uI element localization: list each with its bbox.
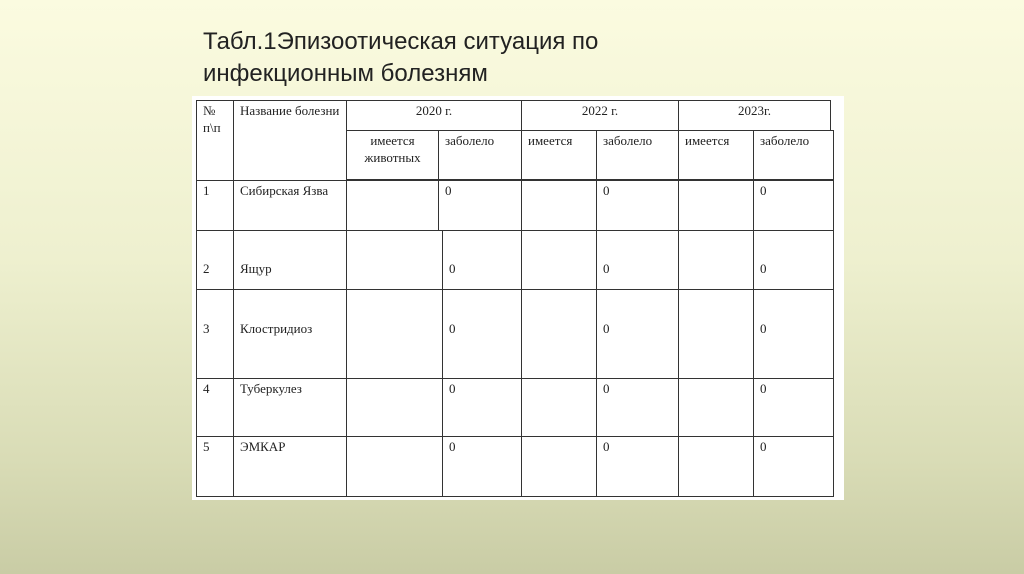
row-5-2023-sick: 0 — [753, 436, 834, 497]
row-2-2022-has — [521, 230, 597, 290]
title-line-2: инфекционным болезням — [203, 60, 488, 87]
slide-title — [203, 26, 803, 90]
row-3-2023-has — [678, 289, 754, 379]
row-2-2023-has — [678, 230, 754, 290]
header-year-2020: 2020 г. — [346, 100, 522, 131]
row-4-2023-has — [678, 378, 754, 437]
row-5-name: ЭМКАР — [233, 436, 347, 497]
row-5-2023-has — [678, 436, 754, 497]
header-disease-name: Название болезни — [233, 100, 347, 231]
header-year-2022: 2022 г. — [521, 100, 679, 131]
epizootic-table — [192, 96, 844, 500]
row-1-num: 1 — [196, 180, 234, 231]
row-1-2023-has — [678, 180, 754, 231]
row-4-2020-has — [346, 378, 443, 437]
row-4-num: 4 — [196, 378, 234, 437]
row-1-2022-sick: 0 — [596, 180, 679, 231]
row-5-2020-sick: 0 — [442, 436, 522, 497]
row-1-2022-has — [521, 180, 597, 231]
header-2023-has: имеется — [678, 130, 754, 180]
row-1-2020-sick: 0 — [438, 180, 522, 231]
row-5-2020-has — [346, 436, 443, 497]
row-3-2020-sick: 0 — [442, 289, 522, 379]
row-1-2020-has — [346, 180, 439, 231]
header-2020-animals: имеется животных — [346, 130, 439, 180]
row-2-2020-has — [346, 230, 443, 290]
header-year-2023: 2023г. — [678, 100, 831, 131]
header-2022-has: имеется — [521, 130, 597, 180]
header-2022-sick: заболело — [596, 130, 679, 180]
row-3-num: 3 — [196, 289, 234, 379]
title-line-1: Табл.1Эпизоотическая ситуация по — [203, 28, 599, 55]
row-2-2023-sick: 0 — [753, 230, 834, 290]
row-5-2022-sick: 0 — [596, 436, 679, 497]
row-5-num: 5 — [196, 436, 234, 497]
row-4-2022-has — [521, 378, 597, 437]
row-3-2023-sick: 0 — [753, 289, 834, 379]
row-2-2020-sick: 0 — [442, 230, 522, 290]
row-1-name: Сибирская Язва — [233, 180, 347, 231]
row-4-2020-sick: 0 — [442, 378, 522, 437]
row-3-2022-has — [521, 289, 597, 379]
header-2023-sick: заболело — [753, 130, 834, 180]
row-2-name: Ящур — [233, 230, 347, 290]
header-2020-sick: заболело — [438, 130, 522, 180]
row-4-2022-sick: 0 — [596, 378, 679, 437]
row-2-2022-sick: 0 — [596, 230, 679, 290]
row-5-2022-has — [521, 436, 597, 497]
row-3-name: Клостридиоз — [233, 289, 347, 379]
row-4-name: Туберкулез — [233, 378, 347, 437]
row-3-2022-sick: 0 — [596, 289, 679, 379]
row-2-num: 2 — [196, 230, 234, 290]
row-4-2023-sick: 0 — [753, 378, 834, 437]
header-num: № п\п — [196, 100, 234, 231]
row-3-2020-has — [346, 289, 443, 379]
row-1-2023-sick: 0 — [753, 180, 834, 231]
